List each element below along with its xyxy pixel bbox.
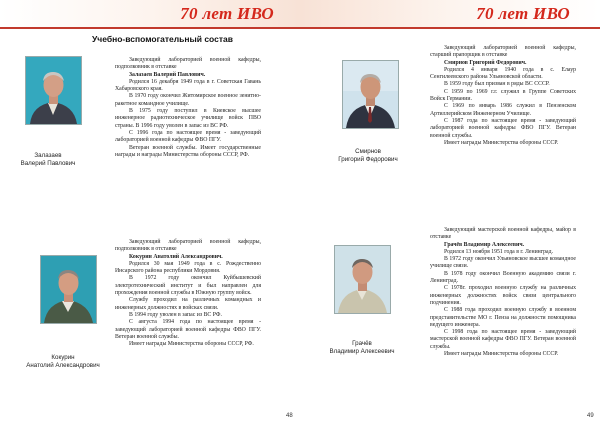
person-surname: Грачёв [352,340,372,347]
bio-paragraph: С 1998 года по настоящее время - заведующий мастерской военной кафедры ФВО ПГУ. Ветеран военной службы. [430,329,576,350]
person-caption [314,340,410,356]
bio-paragraph: Родился 13 ноября 1951 года в г. Ленинград. [444,248,554,255]
bio-paragraph: Родился 16 декабря 1949 года в г. Советская Гавань Хабаровского края. [115,78,261,93]
person-bio [430,227,576,358]
portrait-photo [334,245,391,314]
person-caption [15,354,111,370]
person-given-names: Григорий Федорович [338,156,398,163]
bio-paragraph: Имеет награды Министерства обороны СССР. [444,139,559,146]
bio-paragraph: В 1972 году окончил Ульяновское высшее командное училище связи. [430,256,576,270]
page-header [0,0,300,31]
bio-paragraph: С 1969 по январь 1986 служил в Пензенском Артиллерийском Инженерном Училище. [430,103,576,117]
header-rule [0,27,300,29]
bio-paragraph: Заведующий лабораторией военной кафедры, подполковник в отставке [115,239,261,253]
portrait-photo [40,255,97,324]
bio-paragraph: В 1959 году был призван в ряды ВС СССР. [444,81,550,88]
bio-paragraph: С августа 1994 года по настоящее время - заведующий лабораторией военной кафедры ФВО ПГУ. Ветеран военной службы. [115,319,261,340]
portrait-photo [342,60,399,129]
person-caption [0,152,96,168]
page-number: 48 [286,413,293,419]
bio-paragraph: Заведующий лабораторией военной кафедры, старший прапорщик в отставке [430,45,576,59]
portrait-photo [25,56,82,125]
page-header [300,0,600,31]
bio-paragraph: С 1959 по 1969 г.г. служил в Группе Советских Войск Германии. [430,88,576,103]
person-bio [115,57,261,159]
bio-paragraph: В 1972 году окончил Куйбышевский электротехнический институт и был направлен для прохождения военной службы в Южную группу войск. [115,275,261,297]
portrait-image [41,256,96,323]
bio-paragraph: В 1970 году окончил Житомирское военное зенитно-ракетное командное училище. [115,93,261,107]
section-title: Учебно-вспомогательный состав [92,34,233,44]
bio-name: Грачёв Владимир Алексеевич. [444,241,525,248]
portrait-image [335,246,390,313]
person-given-names: Владимир Алексеевич [329,348,395,355]
bio-paragraph: С 1987 года по настоящее время - заведующий лабораторией военной кафедры ФВО ПГУ. Ветеран военной службы. [430,117,576,139]
portrait-image [343,61,398,128]
bio-name: Смирнов Григорий Федорович. [444,59,527,66]
person-given-names: Валерий Павлович [20,160,76,167]
bio-paragraph: С 1988 года проходил военную службу в военном представительстве МО г. Пенза на должности помощника ведущего инженера. [430,307,576,328]
person-caption [320,148,416,164]
person-surname: Залазаев [34,152,62,159]
header-rule [300,27,600,29]
person-surname: Смирнов [355,148,381,155]
bio-paragraph: Службу проходил на различных командных и инженерных должностях в войсках связи. [115,297,261,311]
bio-paragraph: В 1975 году поступил в Киевское высшее инженерное радиотехническое училище войск ПВО страны. В 1996 году уволен в запас из ВС РФ. [115,108,261,129]
bio-name: Залазаев Валерий Павлович. [129,71,206,78]
bio-name: Кокурин Анатолий Александрович. [129,253,223,260]
bio-paragraph: В 1978 году окончил Военную академию связи г. Ленинград. [430,270,576,285]
page-number: 49 [587,413,594,419]
bio-paragraph: Родился 4 января 1940 года в с. Елаур Сенгилеевского района Ульяновской области. [430,66,576,81]
bio-paragraph: Ветеран военной службы. Имеет государственные награды и награды Министерства обороны СССР, РФ. [115,144,261,158]
bio-paragraph: Имеет награды Министерства обороны СССР. [444,351,559,358]
page-right [300,0,600,433]
person-surname: Кокурин [51,354,75,361]
person-bio [115,239,261,348]
bio-paragraph: Имеет награды Министерства обороны СССР, РФ. [129,341,254,348]
bio-paragraph: Заведующий лабораторией военной кафедры, подполковник в отставке [115,57,261,71]
person-bio [430,45,576,147]
bio-paragraph: В 1994 году уволен в запас из ВС РФ. [129,311,222,318]
portrait-image [26,57,81,124]
bio-paragraph: Родился 30 мая 1949 года в с. Рождественно Инсарского района республики Мордовия. [115,260,261,275]
bio-paragraph: С 1996 года по настоящее время - заведующий лабораторией военной кафедры ФВО ПГУ. [115,129,261,144]
header-title: 70 лет ИВО [180,4,274,23]
person-given-names: Анатолий Александрович [26,362,100,369]
bio-paragraph: Заведующий мастерской военной кафедры, майор в отставке [430,227,576,241]
header-title: 70 лет ИВО [476,4,570,23]
bio-paragraph: С 1978г. проходил военную службу на различных инженерных должностях войск связи центрального подчинения. [430,285,576,306]
